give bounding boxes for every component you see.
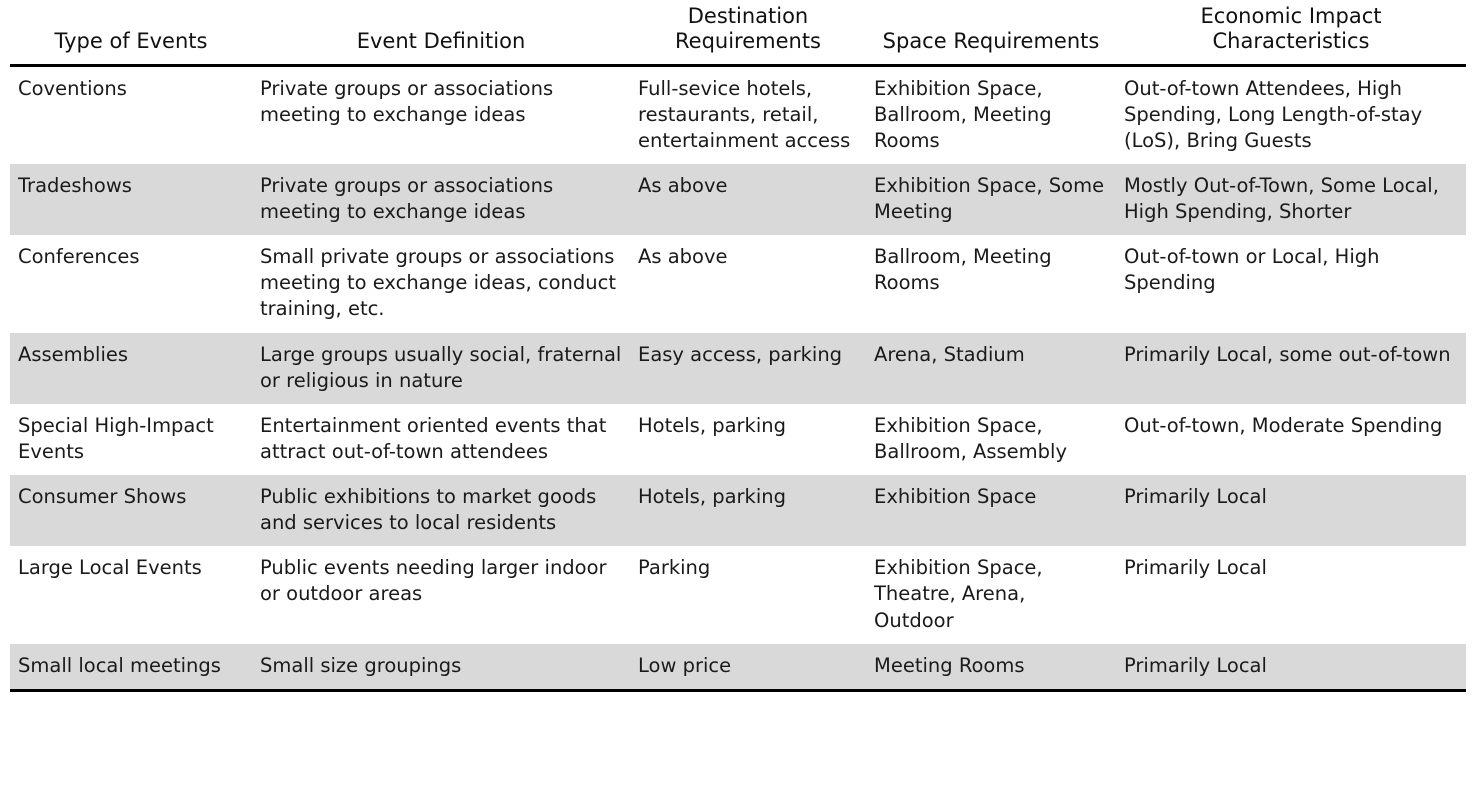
event-types-table bbox=[10, 0, 1466, 692]
cell-impact: Mostly Out-of-Town, Some Local, High Spending, Shorter bbox=[1116, 164, 1466, 235]
table-row bbox=[10, 65, 1466, 164]
cell-type: Small local meetings bbox=[10, 644, 252, 691]
cell-definition: Small private groups or associations meeting to exchange ideas, conduct training, etc. bbox=[252, 235, 630, 332]
column-header-space-requirements: Space Requirements bbox=[882, 28, 1100, 53]
cell-type: Coventions bbox=[10, 65, 252, 164]
cell-impact: Primarily Local bbox=[1116, 546, 1466, 643]
cell-space: Exhibition Space, Ballroom, Assembly bbox=[866, 404, 1116, 475]
cell-destination: As above bbox=[630, 235, 866, 332]
cell-space: Exhibition Space, Theatre, Arena, Outdoor bbox=[866, 546, 1116, 643]
table-body bbox=[10, 65, 1466, 690]
table-header bbox=[10, 0, 1466, 65]
cell-space: Meeting Rooms bbox=[866, 644, 1116, 691]
cell-type: Consumer Shows bbox=[10, 475, 252, 546]
cell-definition: Public exhibitions to market goods and services to local residents bbox=[252, 475, 630, 546]
table-row bbox=[10, 164, 1466, 235]
cell-space: Exhibition Space, Some Meeting bbox=[866, 164, 1116, 235]
table-header-row bbox=[10, 0, 1466, 65]
cell-definition: Private groups or associations meeting to exchange ideas bbox=[252, 164, 630, 235]
cell-destination: Hotels, parking bbox=[630, 404, 866, 475]
cell-impact: Out-of-town Attendees, High Spending, Long Length-of-stay (LoS), Bring Guests bbox=[1116, 65, 1466, 164]
table-row bbox=[10, 644, 1466, 691]
table-row bbox=[10, 475, 1466, 546]
column-header-event-definition: Event Definition bbox=[356, 28, 526, 53]
cell-definition: Small size groupings bbox=[252, 644, 630, 691]
cell-type: Assemblies bbox=[10, 333, 252, 404]
cell-impact: Out-of-town or Local, High Spending bbox=[1116, 235, 1466, 332]
cell-definition: Private groups or associations meeting to exchange ideas bbox=[252, 65, 630, 164]
cell-destination: Low price bbox=[630, 644, 866, 691]
cell-destination: As above bbox=[630, 164, 866, 235]
cell-type: Large Local Events bbox=[10, 546, 252, 643]
cell-space: Ballroom, Meeting Rooms bbox=[866, 235, 1116, 332]
cell-destination: Easy access, parking bbox=[630, 333, 866, 404]
cell-space: Arena, Stadium bbox=[866, 333, 1116, 404]
table-row bbox=[10, 333, 1466, 404]
table-row bbox=[10, 235, 1466, 332]
cell-type: Conferences bbox=[10, 235, 252, 332]
cell-space: Exhibition Space bbox=[866, 475, 1116, 546]
cell-impact: Primarily Local bbox=[1116, 475, 1466, 546]
cell-space: Exhibition Space, Ballroom, Meeting Rooms bbox=[866, 65, 1116, 164]
cell-type: Tradeshows bbox=[10, 164, 252, 235]
cell-impact: Out-of-town, Moderate Spending bbox=[1116, 404, 1466, 475]
cell-impact: Primarily Local, some out-of-town bbox=[1116, 333, 1466, 404]
cell-destination: Hotels, parking bbox=[630, 475, 866, 546]
table-row bbox=[10, 404, 1466, 475]
cell-impact: Primarily Local bbox=[1116, 644, 1466, 691]
cell-definition: Large groups usually social, fraternal or religious in nature bbox=[252, 333, 630, 404]
cell-definition: Entertainment oriented events that attract out-of-town attendees bbox=[252, 404, 630, 475]
cell-destination: Parking bbox=[630, 546, 866, 643]
cell-destination: Full-sevice hotels, restaurants, retail, entertainment access bbox=[630, 65, 866, 164]
cell-type: Special High-Impact Events bbox=[10, 404, 252, 475]
cell-definition: Public events needing larger indoor or outdoor areas bbox=[252, 546, 630, 643]
column-header-destination-requirements: Destination Requirements bbox=[675, 4, 821, 53]
table-row bbox=[10, 546, 1466, 643]
column-header-type-of-events: Type of Events bbox=[54, 28, 208, 53]
column-header-economic-impact-characteristics: Economic Impact Characteristics bbox=[1200, 4, 1382, 53]
